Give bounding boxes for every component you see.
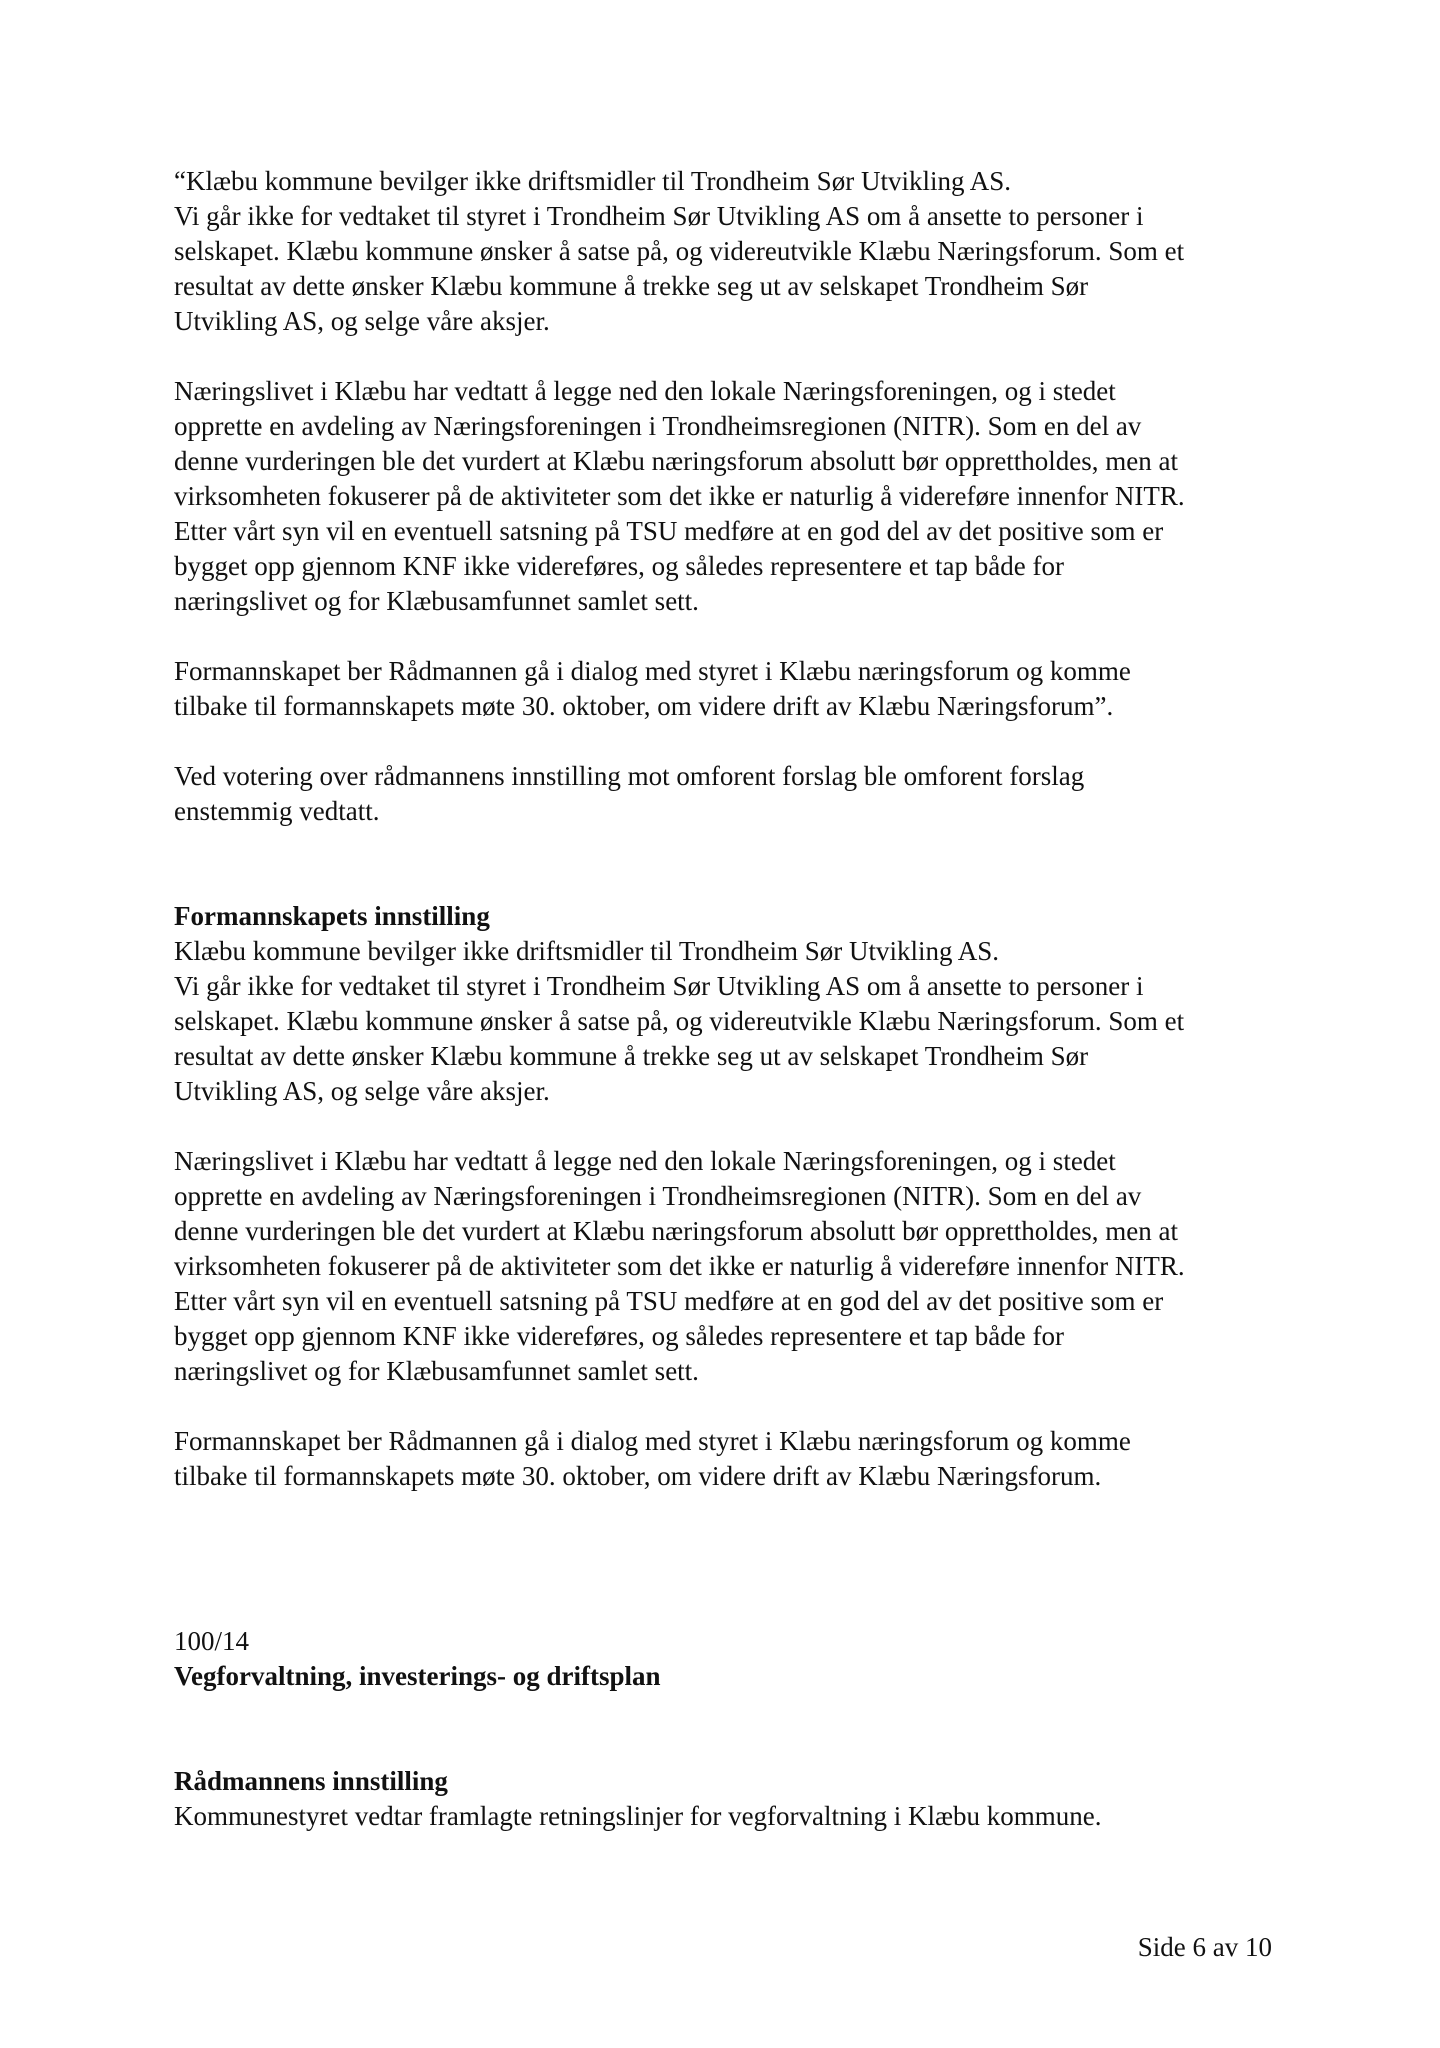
case-header [174, 1624, 1274, 1694]
quote-paragraph-2 [174, 374, 1274, 619]
document-page [174, 164, 1274, 1834]
case-title: Vegforvaltning, investerings- og driftsplan [174, 1661, 661, 1691]
text-line: Etter vårt syn vil en eventuell satsning på TSU medføre at en god del av det positive som er [174, 516, 1164, 546]
page-number: Side 6 av 10 [1137, 1932, 1272, 1962]
text-line: “Klæbu kommune bevilger ikke driftsmidler til Trondheim Sør Utvikling AS. [174, 166, 1011, 196]
text-line: Ved votering over rådmannens innstilling mot omforent forslag ble omforent forslag [174, 761, 1085, 791]
quote-paragraph-3 [174, 654, 1274, 724]
text-line: denne vurderingen ble det vurdert at Klæbu næringsforum absolutt bør opprettholdes, men at [174, 446, 1179, 476]
text-line: resultat av dette ønsker Klæbu kommune å trekke seg ut av selskapet Trondheim Sør [174, 271, 1089, 301]
formannskapets-innstilling-section [174, 899, 1274, 1109]
text-line: Klæbu kommune bevilger ikke driftsmidler til Trondheim Sør Utvikling AS. [174, 936, 999, 966]
text-line: bygget opp gjennom KNF ikke videreføres, og således representere et tap både for [174, 551, 1064, 581]
text-line: Formannskapet ber Rådmannen gå i dialog med styret i Klæbu næringsforum og komme [174, 656, 1131, 686]
text-line: Næringslivet i Klæbu har vedtatt å legge ned den lokale Næringsforeningen, og i stedet [174, 376, 1116, 406]
case-number: 100/14 [174, 1626, 250, 1656]
text-line: Utvikling AS, og selge våre aksjer. [174, 1076, 550, 1106]
innstilling-paragraph-3 [174, 1424, 1274, 1494]
text-line: Etter vårt syn vil en eventuell satsning på TSU medføre at en god del av det positive som er [174, 1286, 1164, 1316]
text-line: Utvikling AS, og selge våre aksjer. [174, 306, 550, 336]
quote-paragraph-1 [174, 164, 1274, 339]
text-line: tilbake til formannskapets møte 30. oktober, om videre drift av Klæbu Næringsforum. [174, 1461, 1102, 1491]
text-line: virksomheten fokuserer på de aktiviteter som det ikke er naturlig å videreføre innenfor NITR. [174, 481, 1185, 511]
text-line: denne vurderingen ble det vurdert at Klæbu næringsforum absolutt bør opprettholdes, men at [174, 1216, 1179, 1246]
innstilling-paragraph-2 [174, 1144, 1274, 1389]
text-line: Formannskapet ber Rådmannen gå i dialog med styret i Klæbu næringsforum og komme [174, 1426, 1131, 1456]
text-line: Kommunestyret vedtar framlagte retningslinjer for vegforvaltning i Klæbu kommune. [174, 1801, 1102, 1831]
text-line: Vi går ikke for vedtaket til styret i Trondheim Sør Utvikling AS om å ansette to personer i [174, 201, 1144, 231]
text-line: selskapet. Klæbu kommune ønsker å satse på, og videreutvikle Klæbu Næringsforum. Som et [174, 1006, 1185, 1036]
text-line: opprette en avdeling av Næringsforeningen i Trondheimsregionen (NITR). Som en del av [174, 1181, 1142, 1211]
text-line: tilbake til formannskapets møte 30. oktober, om videre drift av Klæbu Næringsforum”. [174, 691, 1114, 721]
text-line: Vi går ikke for vedtaket til styret i Trondheim Sør Utvikling AS om å ansette to personer i [174, 971, 1144, 1001]
radmannens-innstilling-section [174, 1764, 1274, 1834]
text-line: næringslivet og for Klæbusamfunnet samlet sett. [174, 1356, 699, 1386]
text-line: næringslivet og for Klæbusamfunnet samlet sett. [174, 586, 699, 616]
text-line: enstemmig vedtatt. [174, 796, 380, 826]
text-line: virksomheten fokuserer på de aktiviteter som det ikke er naturlig å videreføre innenfor NITR. [174, 1251, 1185, 1281]
section-heading: Rådmannens innstilling [174, 1766, 448, 1796]
text-line: opprette en avdeling av Næringsforeningen i Trondheimsregionen (NITR). Som en del av [174, 411, 1142, 441]
voting-paragraph [174, 759, 1274, 829]
text-line: resultat av dette ønsker Klæbu kommune å trekke seg ut av selskapet Trondheim Sør [174, 1041, 1089, 1071]
text-line: bygget opp gjennom KNF ikke videreføres, og således representere et tap både for [174, 1321, 1064, 1351]
text-line: Næringslivet i Klæbu har vedtatt å legge ned den lokale Næringsforeningen, og i stedet [174, 1146, 1116, 1176]
text-line: selskapet. Klæbu kommune ønsker å satse på, og videreutvikle Klæbu Næringsforum. Som et [174, 236, 1185, 266]
section-heading: Formannskapets innstilling [174, 901, 490, 931]
